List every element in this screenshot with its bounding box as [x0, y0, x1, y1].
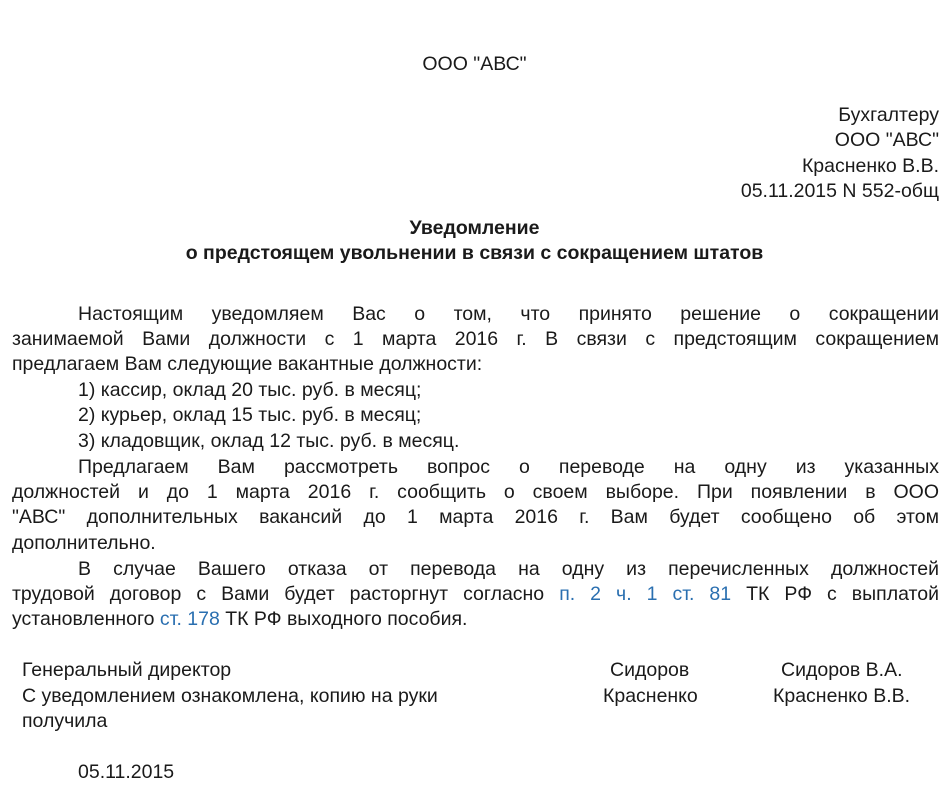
doc-subtitle: о предстоящем увольнении в связи с сокращением штатов	[185, 242, 764, 264]
paragraph-text: трудовой договор с Вами будет расторгнут согласно	[12, 583, 545, 605]
doc-title: Уведомление	[409, 217, 540, 239]
acknowledgement-label: С уведомлением ознакомлена, копию на руки	[22, 685, 438, 707]
acknowledgement-label-cont: получила	[22, 710, 108, 732]
acknowledgement-date: 05.11.2015	[78, 761, 175, 783]
paragraph-line: должностей и до 1 марта 2016 г. сообщить о своем выборе. При появлении в ООО	[12, 481, 939, 503]
director-label: Генеральный директор	[22, 659, 232, 681]
paragraph-text: ТК РФ с выплатой	[746, 583, 939, 605]
vacancy-item: 2) курьер, оклад 15 тыс. руб. в месяц;	[78, 404, 422, 426]
addressee-org: ООО "АВС"	[834, 129, 939, 151]
vacancy-item: 3) кладовщик, оклад 12 тыс. руб. в месяц.	[78, 430, 460, 452]
vacancy-item: 1) кассир, оклад 20 тыс. руб. в месяц;	[78, 379, 422, 401]
paragraph-line: предлагаем Вам следующие вакантные должности:	[12, 353, 483, 375]
paragraph-line: В случае Вашего отказа от перевода на одну из перечисленных должностей	[78, 558, 939, 580]
paragraph-line: дополнительно.	[12, 532, 156, 554]
paragraph-line: занимаемой Вами должности с 1 марта 2016 г. В связи с предстоящим сокращением	[12, 328, 939, 350]
director-name: Сидоров В.А.	[781, 659, 903, 681]
org-header: ООО "АВС"	[422, 53, 527, 75]
addressee-name: Красненко В.В.	[801, 155, 939, 177]
law-link-art178[interactable]: ст. 178	[159, 608, 220, 630]
director-signature: Сидоров	[610, 659, 690, 681]
paragraph-line	[12, 607, 467, 631]
employee-name: Красненко В.В.	[773, 685, 911, 707]
addressee-position: Бухгалтеру	[838, 104, 939, 126]
law-link-art81[interactable]: п. 2 ч. 1 ст. 81	[559, 583, 732, 605]
document-number: 05.11.2015 N 552-общ	[740, 180, 939, 202]
employee-signature: Красненко	[603, 685, 698, 707]
paragraph-line: Настоящим уведомляем Вас о том, что принято решение о сокращении	[78, 303, 939, 325]
paragraph-text: ТК РФ выходного пособия.	[225, 608, 468, 630]
paragraph-line: "АВС" дополнительных вакансий до 1 марта 2016 г. Вам будет сообщено об этом	[12, 506, 939, 528]
paragraph-text: установленного	[12, 608, 155, 630]
paragraph-line	[12, 582, 939, 606]
paragraph-line: Предлагаем Вам рассмотреть вопрос о переводе на одну из указанных	[78, 456, 939, 478]
